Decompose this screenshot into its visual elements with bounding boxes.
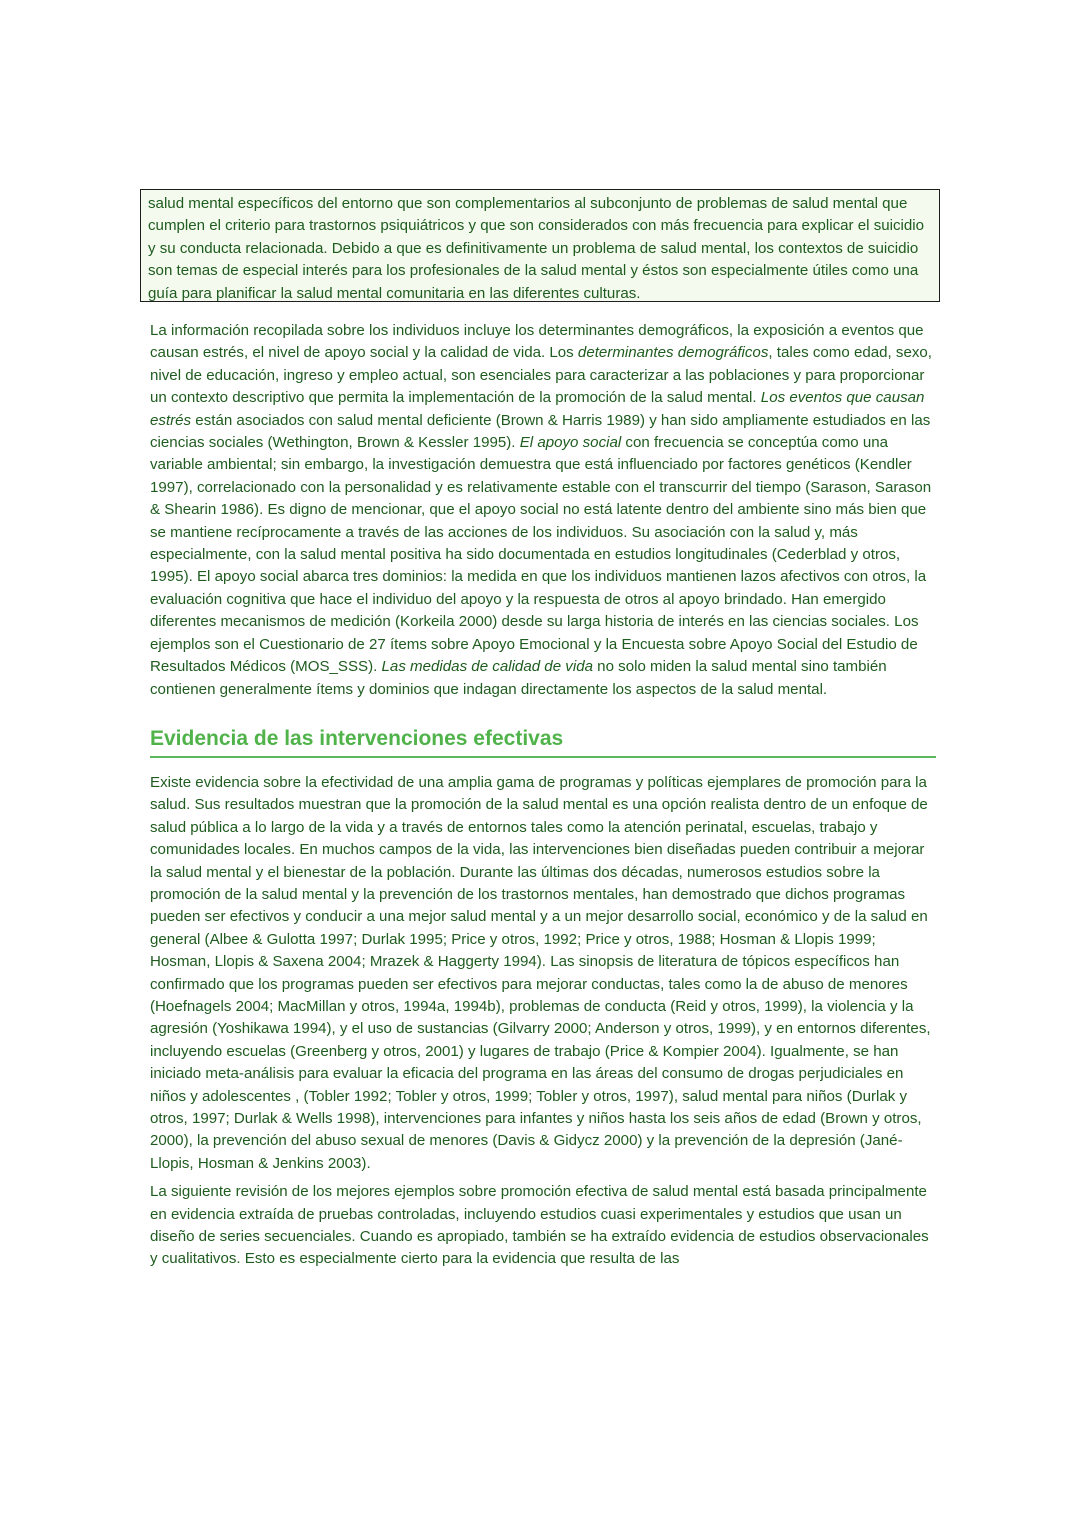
para1-text-2: , tales como edad, sexo, nivel de educación, ingreso y empleo actual, son esenciales para caracterizar a las poblaciones y para proporcionar un contexto descriptivo que permita la implementación de la promoción de la salud mental. — [150, 344, 932, 407]
para1-italic-social-support: El apoyo social — [519, 434, 622, 452]
para1-text-4: con frecuencia se conceptúa como una variable ambiental; sin embargo, la investigación demuestra que está influenciado por factores genéticos (Kendler 1997), correlacionado con la personalidad y es relativamente estable con el transcurrir del tiempo (Sarason, Sarason & Shearin 1986). Es digno de mencionar, que el apoyo social no está latente dentro del ambiente sino más bien que se mantiene recíprocamente a través de las acciones de los individuos. Su asociación con la salud y, más especialmente, con la salud mental positiva ha sido documentada en estudios longitudinales (Cederblad y otros, 1995). El apoyo social abarca tres dominios: la medida en que los individuos mantienen lazos afectivos con otros, la evaluación cognitiva que hace el individuo del apoyo y la respuesta de otros al apoyo brindado. Han emergido diferentes mecanismos de medición (Korkeila 2000) desde su larga historia de interés en las ciencias sociales. Los ejemplos son el Cuestionario de 27 ítems sobre Apoyo Emocional y la Encuesta sobre Apoyo Social del Estudio de Resultados Médicos (MOS_SSS). — [150, 434, 932, 676]
para1-italic-demographic: determinantes demográficos — [577, 344, 769, 362]
section-heading: Evidencia de las intervenciones efectivas — [150, 726, 936, 758]
highlighted-text-box — [140, 189, 940, 302]
box-paragraph: salud mental específicos del entorno que son complementarios al subconjunto de problemas de salud mental que cumplen el criterio para trastornos psiquiátricos y que son considerados con más frecuencia para explicar el suicidio y su conducta relacionada. Debido a que es definitivamente un problema de salud mental, los contextos de suicidio son temas de especial interés para los profesionales de la salud mental y éstos son especialmente útiles como una guía para planificar la salud mental comunitaria en las diferentes culturas. — [148, 195, 925, 302]
paragraph-review: La siguiente revisión de los mejores ejemplos sobre promoción efectiva de salud mental está basada principalmente en evidencia extraída de pruebas controladas, incluyendo estudios cuasi experimentales y estudios que usan un diseño de series secuenciales. Cuando es apropiado, también se ha extraído evidencia de estudios observacionales y cualitativos. Esto es especialmente cierto para la evidencia que resulta de las — [150, 1183, 929, 1268]
paragraph-evidence: Existe evidencia sobre la efectividad de una amplia gama de programas y políticas ejemplares de promoción para la salud. Sus resultados muestran que la promoción de la salud mental es una opción realista dentro de un enfoque de salud pública a lo largo de la vida y a través de entornos tales como la atención perinatal, escuelas, trabajo y comunidades locales. En muchos campos de la vida, las intervenciones bien diseñadas pueden contribuir a mejorar la salud mental y el bienestar de la población. Durante las últimas dos décadas, numerosos estudios sobre la promoción de la salud mental y la prevención de los trastornos mentales, han demostrado que dichos programas pueden ser efectivos y conducir a una mejor salud mental y a un mejor desarrollo social, económico y de la salud en general (Albee & Gulotta 1997; Durlak 1995; Price y otros, 1992; Price y otros, 1988; Hosman & Llopis 1999; Hosman, Llopis & Saxena 2004; Mrazek & Haggerty 1994). Las sinopsis de literatura de tópicos específicos han confirmado que los programas pueden ser efectivos para mejorar conductas, tales como la de abuso de menores (Hoefnagels 2004; MacMillan y otros, 1994a, 1994b), problemas de conducta (Reid y otros, 1999), la violencia y la agresión (Yoshikawa 1994), y el uso de sustancias (Gilvarry 2000; Anderson y otros, 1999), y en entornos diferentes, incluyendo escuelas (Greenberg y otros, 2001) y lugares de trabajo (Price & Kompier 2004). Igualmente, se han iniciado meta-análisis para evaluar la eficacia del programa en las áreas del consumo de drogas perjudiciales en niños y adolescentes , (Tobler 1992; Tobler y otros, 1999; Tobler y otros, 1997), salud mental para niños (Durlak y otros, 1997; Durlak & Wells 1998), intervenciones para infantes y niños hasta los seis años de edad (Brown y otros, 2000), la prevención del abuso sexual de menores (Davis & Gidycz 2000) y la prevención de la depresión (Jané-Llopis, Hosman & Jenkins 2003). — [150, 773, 931, 1172]
para1-italic-quality-of-life: Las medidas de calidad de vida — [381, 658, 593, 676]
main-content — [150, 320, 936, 1271]
para1-text-5: no solo miden la salud mental sino también contienen generalmente ítems y dominios que indagan directamente los aspectos de la salud mental. — [150, 658, 887, 698]
para1-italic-stress-events: Los eventos que causan estrés — [150, 389, 925, 429]
para1-text-1: La información recopilada sobre los individuos incluye los determinantes demográficos, la exposición a eventos que causan estrés, el nivel de apoyo social y la calidad de vida. Los — [150, 322, 924, 362]
paragraph-individual-information — [150, 320, 936, 701]
para1-text-3: están asociados con salud mental deficiente (Brown & Harris 1989) y han sido ampliamente estudiados en las ciencias sociales (Wethington, Brown & Kessler 1995). — [150, 411, 931, 452]
